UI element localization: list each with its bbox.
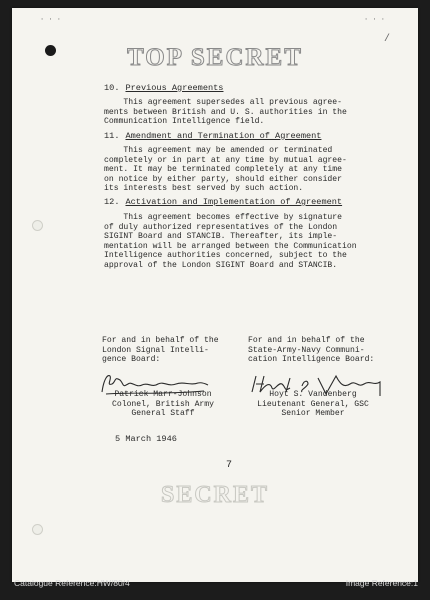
corner-mark: · · · [40,16,62,24]
section-body: This agreement supersedes all previous agree- ments between British and U. S. authorities in the Communication Intelligence field. [104,98,347,127]
left-signatory-name-block: Patrick Marr-Johnson Colonel, British Army General Staff [112,390,214,419]
faint-hole-mark [32,220,43,231]
catalogue-reference: Catalogue Reference:HW/80/4 [14,578,130,588]
section-number: 12. [104,197,120,207]
section-heading [104,197,342,207]
section-number: 10. [104,83,120,93]
faint-hole-mark [32,524,43,535]
section-body: This agreement may be amended or terminated completely or in part at any time by mutual agree- ment. It may be terminated completely at any time on notice by either party, should either consider its interests best served by such action. [104,146,347,194]
section-title: Amendment and Termination of Agreement [125,131,322,141]
section-number: 11. [104,131,120,141]
right-signatory-name-block: Hoyt S. Vandenberg Lieutenant General, GSC Senior Member [257,390,369,419]
right-signatory-heading: For and in behalf of the State-Army-Navy Communi- cation Intelligence Board: [248,336,375,365]
document-date: 5 March 1946 [115,434,177,444]
section-title: Previous Agreements [125,83,224,93]
corner-mark: · · · [364,16,386,24]
image-reference: Image Reference:1 [345,578,418,588]
section-heading [104,131,321,141]
section-heading [104,83,223,93]
corner-mark: / [384,34,391,45]
top-secret-stamp: TOP SECRET [127,44,303,71]
section-title: Activation and Implementation of Agreement [125,197,343,207]
document-page [12,8,418,582]
page-number: 7 [226,460,233,471]
section-body: This agreement becomes effective by signature of duly authorized representatives of the London SIGINT Board and STANCIB. Thereafter, its imple- mentation will be arranged between the Communication Intelligence authorities concerned, subject to the approval of the London SIGINT Board and STANCIB. [104,213,357,270]
bottom-secret-stamp: SECRET [160,482,270,508]
left-signatory-heading: For and in behalf of the London Signal Intelli- gence Board: [102,336,219,365]
